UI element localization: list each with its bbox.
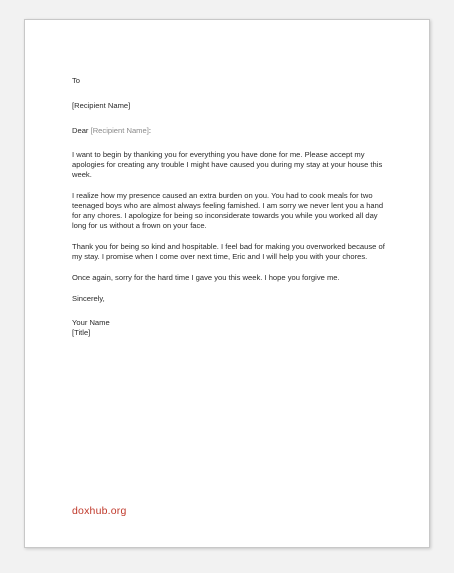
signature-name: Your Name (72, 318, 110, 327)
paragraph-2: I realize how my presence caused an extra burden on you. You had to cook meals for two teenaged boys who are almost always feeling famished. I am sorry we never lent you a hand for any chores. I apologize for being so inconsiderate towards you while you worked all day long for us without a frown on your face. (72, 191, 384, 230)
to-label: To (72, 76, 81, 85)
salutation-prefix: Dear (72, 126, 91, 135)
signature-title: [Title] (72, 328, 91, 337)
doxhub-watermark: doxhub.org (72, 505, 127, 517)
letter-body (72, 76, 394, 338)
salutation-suffix: : (148, 126, 151, 135)
closing: Sincerely, (72, 294, 105, 303)
paragraph-3: Thank you for being so kind and hospitable. I feel bad for making you overworked because of my stay. I promise when I come over next time, Eric and I will help you with your chores. (72, 242, 385, 261)
recipient-name-line: [Recipient Name] (72, 101, 131, 110)
document-page (24, 19, 430, 548)
salutation-name: [Recipient Name] (90, 126, 149, 135)
paragraph-1: I want to begin by thanking you for everything you have done for me. Please accept my apologies for creating any trouble I might have caused you during my stay at your house this week. (72, 150, 383, 179)
paragraph-4: Once again, sorry for the hard time I gave you this week. I hope you forgive me. (72, 273, 340, 282)
salutation (72, 126, 394, 136)
